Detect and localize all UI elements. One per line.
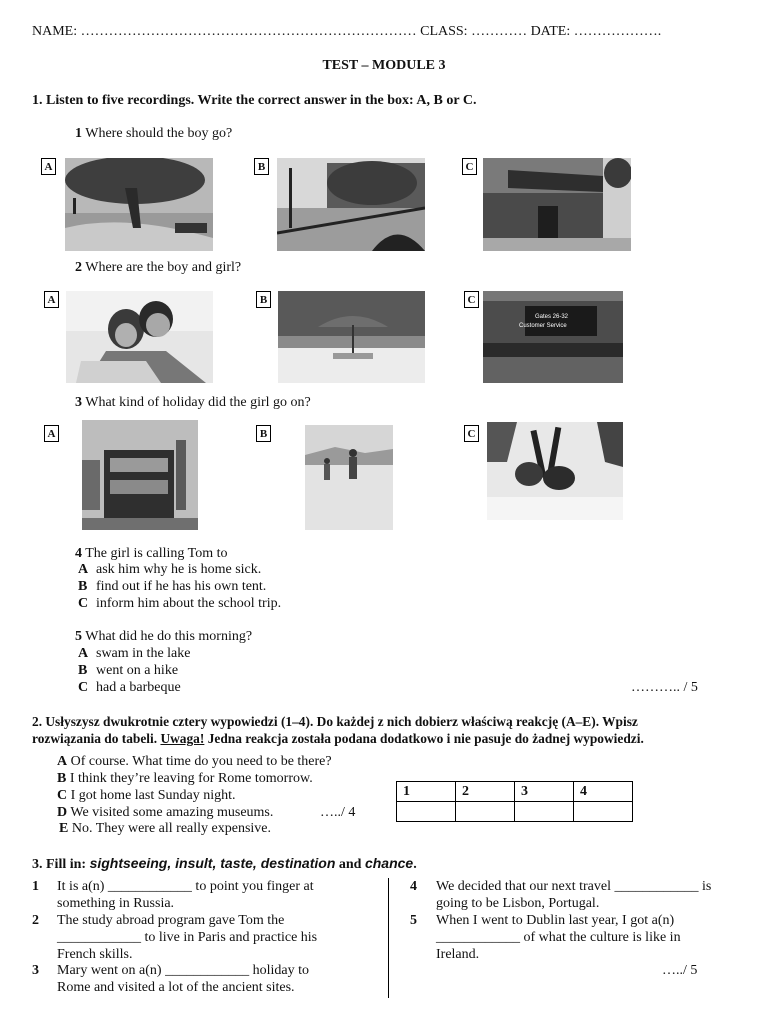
- option-box-a: A: [44, 291, 59, 308]
- park-tree-image: [65, 158, 213, 251]
- question-2: [75, 260, 241, 276]
- option-text: ask him why he is home sick.: [96, 562, 262, 577]
- reaction-letter: A: [57, 754, 68, 769]
- section1-instruction: 1. Listen to five recordings. Write the correct answer in the box: A, B or C.: [32, 93, 477, 108]
- airport-signs-image: [483, 291, 623, 383]
- q4-option-b: [78, 579, 266, 595]
- answer-cell-2[interactable]: [456, 802, 515, 822]
- q5-option-a: [78, 646, 190, 662]
- fill-item-2-line1: The study abroad program gave Tom the: [57, 913, 285, 928]
- reaction-letter: B: [57, 771, 67, 786]
- reaction-a: [57, 754, 332, 770]
- section3-instruction: [32, 855, 417, 873]
- option-box-a: A: [41, 158, 56, 175]
- answer-header-1: 1: [397, 782, 456, 802]
- fill-item-number: 1: [32, 879, 39, 894]
- question-number: 5: [75, 629, 82, 644]
- fill-item-5-line3: Ireland.: [436, 947, 480, 962]
- answer-table: [396, 781, 633, 822]
- section1-score: ……….. / 5: [631, 680, 698, 695]
- question-number: 3: [75, 395, 82, 410]
- beach-running-image: [305, 425, 393, 530]
- beach-umbrella-image: [278, 291, 425, 383]
- reaction-letter: D: [57, 805, 68, 820]
- skiing-kids-image: [487, 422, 623, 520]
- option-box-c: C: [464, 425, 479, 442]
- option-box-b: B: [256, 425, 271, 442]
- answer-header-4: 4: [574, 782, 633, 802]
- fill-item-number: 3: [32, 963, 39, 978]
- section3-score: …../ 5: [662, 963, 698, 978]
- reaction-d: [57, 805, 273, 821]
- question-text: What kind of holiday did the girl go on?: [85, 395, 311, 410]
- reaction-text: Of course. What time do you need to be there?: [70, 754, 332, 769]
- word-list-last: chance: [364, 855, 414, 871]
- question-3: [75, 395, 311, 411]
- fill-item-1-line2: something in Russia.: [57, 896, 175, 911]
- fill-item-4-line2: going to be Lisbon, Portugal.: [436, 896, 600, 911]
- fill-item-1-line1: It is a(n) ____________ to point you finger at: [57, 879, 314, 894]
- fill-item-5-line2: ____________ of what the culture is like in: [436, 930, 681, 945]
- reaction-text: I got home last Sunday night.: [70, 788, 236, 803]
- option-letter: C: [78, 680, 89, 695]
- option-text: find out if he has his own tent.: [96, 579, 267, 594]
- question-number: 1: [75, 126, 82, 141]
- instruction-text: Jedna reakcja została podana dodatkowo i nie pasuje do żadnej wypowiedzi.: [204, 731, 644, 746]
- column-divider: [388, 878, 389, 998]
- reaction-text: We visited some amazing museums.: [70, 805, 274, 820]
- option-text: inform him about the school trip.: [96, 596, 282, 611]
- and-word: and: [335, 857, 365, 872]
- fill-item-2-line3: French skills.: [57, 947, 133, 962]
- question-text: What did he do this morning?: [85, 629, 253, 644]
- option-box-c: C: [462, 158, 477, 175]
- fill-item-number: 5: [410, 913, 417, 928]
- section2-instruction-line2: [32, 731, 644, 747]
- svg-text:Gates 26-32: Gates 26-32: [535, 314, 569, 320]
- name-class-date-line: NAME: ……………………………………………………………… CLASS: ………… DATE: ……………….: [32, 24, 662, 39]
- instruction-prefix: 3. Fill in:: [32, 857, 90, 872]
- answer-cell-3[interactable]: [515, 802, 574, 822]
- option-letter: C: [78, 596, 89, 611]
- option-box-b: B: [256, 291, 271, 308]
- option-letter: B: [78, 579, 88, 594]
- option-letter: A: [78, 646, 89, 661]
- section2-instruction-line1: 2. Usłyszysz dwukrotnie cztery wypowiedzi (1–4). Do każdej z nich dobierz właściwą reakcję (A–E). Wpisz: [32, 714, 638, 729]
- question-1: [75, 126, 232, 142]
- question-text: Where should the boy go?: [85, 126, 233, 141]
- london-bus-image: [82, 420, 198, 530]
- reaction-text: I think they’re leaving for Rome tomorrow.: [69, 771, 313, 786]
- option-box-a: A: [44, 425, 59, 442]
- section2-score: …../ 4: [320, 805, 356, 820]
- q5-option-b: [78, 663, 178, 679]
- option-text: had a barbeque: [96, 680, 181, 695]
- instruction-period: .: [413, 857, 417, 872]
- answer-table-input-row: [397, 802, 633, 822]
- cafe-storefront-image: [483, 158, 631, 251]
- question-text: The girl is calling Tom to: [85, 546, 228, 561]
- fill-item-2-line2: ____________ to live in Paris and practice his: [57, 930, 318, 945]
- answer-header-2: 2: [456, 782, 515, 802]
- q5-option-c: [78, 680, 181, 696]
- question-text: Where are the boy and girl?: [85, 260, 242, 275]
- question-number: 2: [75, 260, 82, 275]
- answer-header-3: 3: [515, 782, 574, 802]
- svg-text:Customer Service: Customer Service: [519, 323, 567, 329]
- option-letter: A: [78, 562, 89, 577]
- reaction-letter: E: [59, 821, 69, 836]
- option-text: swam in the lake: [96, 646, 191, 661]
- q4-option-c: [78, 596, 281, 612]
- option-text: went on a hike: [96, 663, 179, 678]
- word-list: sightseeing, insult, taste, destination: [89, 855, 336, 871]
- option-box-b: B: [254, 158, 269, 175]
- fill-item-3-line2: Rome and visited a lot of the ancient sites.: [57, 980, 295, 995]
- question-number: 4: [75, 546, 82, 561]
- question-5: [75, 629, 252, 645]
- q4-option-a: [78, 562, 261, 578]
- fill-item-4-line1: We decided that our next travel ____________ is: [436, 879, 712, 894]
- answer-cell-1[interactable]: [397, 802, 456, 822]
- instruction-text: rozwiązania do tabeli.: [32, 731, 161, 746]
- fill-item-5-line1: When I went to Dublin last year, I got a(n): [436, 913, 675, 928]
- bridge-canal-image: [277, 158, 425, 251]
- reaction-text: No. They were all really expensive.: [71, 821, 272, 836]
- reaction-e: [59, 821, 271, 837]
- option-letter: B: [78, 663, 88, 678]
- reaction-c: [57, 788, 236, 804]
- answer-table-header-row: [397, 782, 633, 802]
- reaction-b: [57, 771, 313, 787]
- fill-item-3-line1: Mary went on a(n) ____________ holiday to: [57, 963, 309, 978]
- fill-item-number: 4: [410, 879, 417, 894]
- reaction-letter: C: [57, 788, 68, 803]
- answer-cell-4[interactable]: [574, 802, 633, 822]
- question-4: [75, 546, 228, 562]
- fill-item-number: 2: [32, 913, 39, 928]
- option-box-c: C: [464, 291, 479, 308]
- kids-laptop-image: [66, 291, 213, 383]
- warning-label: Uwaga!: [160, 731, 205, 746]
- page-title: TEST – MODULE 3: [322, 58, 446, 73]
